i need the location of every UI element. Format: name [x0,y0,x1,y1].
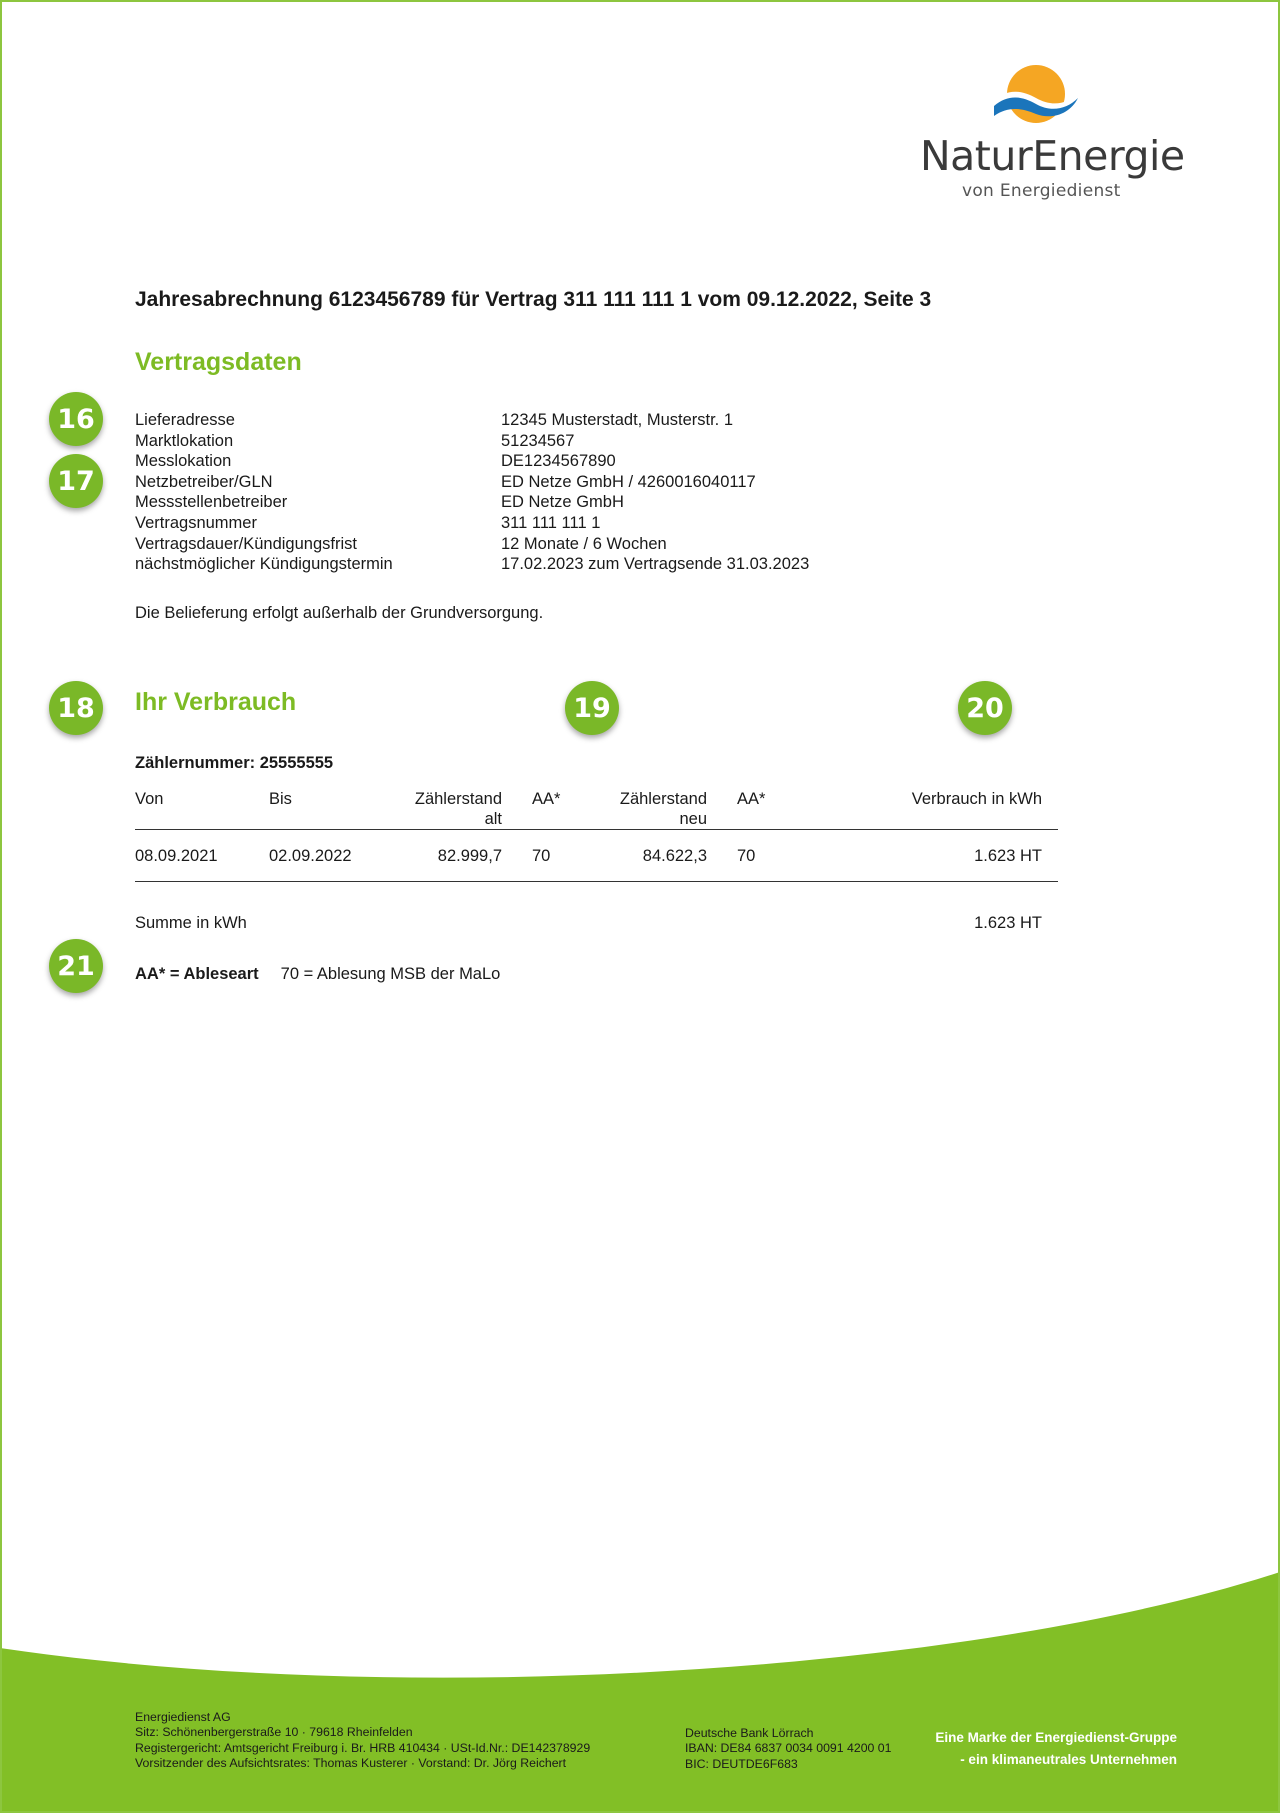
footer-company-line: Registergericht: Amtsgericht Freiburg i. Br. HRB 410434 · USt-Id.Nr.: DE142378929 [135,1740,591,1755]
contract-value: 51234567 [501,431,575,450]
footer-bank-line: IBAN: DE84 6837 0034 0091 4200 01 [685,1741,892,1756]
contract-label: Vertragsdauer/Kündigungsfrist [135,534,357,553]
contract-label: Messlokation [135,452,232,471]
contract-row [135,554,809,575]
cell-bis: 02.09.2022 [269,847,352,865]
header-bis: Bis [269,790,292,808]
header-old-1: Zählerstand [414,790,502,808]
cell-aa1: 70 [532,847,551,865]
contract-row [135,492,809,513]
legend-value: 70 = Ablesung MSB der MaLo [280,965,501,983]
contract-row [135,451,809,472]
header-aa1: AA* [532,790,561,808]
supply-note: Die Belieferung erfolgt außerhalb der Grundversorgung. [135,604,544,622]
contract-value: DE1234567890 [501,452,616,471]
footer-brand-line: - ein klimaneutrales Unternehmen [960,1752,1177,1767]
contract-row [135,431,809,452]
sun-wave-icon [992,64,1082,134]
footer-bank-line: BIC: DEUTDE6F683 [685,1756,798,1771]
contract-heading: Vertragsdaten [135,348,302,376]
marker-17: 17 [49,454,103,508]
footer-bank-line: Deutsche Bank Lörrach [685,1726,814,1740]
cell-new: 84.622,3 [642,847,707,865]
marker-16: 16 [49,392,103,446]
footer-wave [0,1560,1280,1813]
header-von: Von [135,790,164,808]
reading-type-legend [135,965,500,984]
marker-19: 19 [565,681,619,735]
contract-row [135,513,809,534]
logo-subtitle: von Energiedienst [962,181,1121,201]
marker-18: 18 [49,681,103,735]
contract-value: ED Netze GmbH [501,493,624,512]
legend-key: AA* = Ableseart [135,965,259,983]
company-logo [915,60,1185,210]
footer-company-line: Energiedienst AG [135,1710,231,1724]
footer-company-line: Sitz: Schönenbergerstraße 10 · 79618 Rheinfelden [135,1725,413,1740]
contract-table [135,410,809,575]
header-aa2: AA* [737,790,766,808]
cell-aa2: 70 [737,847,756,865]
consumption-heading: Ihr Verbrauch [135,688,297,716]
table-bottom-divider [135,881,1058,882]
footer-bank [685,1726,891,1772]
header-consumption: Verbrauch in kWh [911,790,1042,808]
contract-label: Netzbetreiber/GLN [135,472,273,491]
document-title: Jahresabrechnung 6123456789 für Vertrag 311 111 111 1 vom 09.12.2022, Seite 3 [135,288,932,311]
cell-old: 82.999,7 [437,847,502,865]
sum-value: 1.623 HT [974,914,1042,932]
header-new-1: Zählerstand [619,790,707,808]
cell-consumption: 1.623 HT [974,847,1042,865]
contract-label: Marktlokation [135,431,234,450]
header-new-2: neu [679,810,707,828]
header-old-2: alt [484,810,502,828]
contract-row [135,534,809,555]
logo-name: NaturEnergie [920,132,1185,180]
contract-row [135,410,809,431]
table-header-divider [135,829,1058,830]
meter-number: Zählernummer: 25555555 [135,754,334,772]
contract-value: 17.02.2023 zum Vertragsende 31.03.2023 [501,555,810,574]
cell-von: 08.09.2021 [135,847,218,865]
contract-value: 12 Monate / 6 Wochen [501,534,667,553]
contract-label: Vertragsnummer [135,513,257,532]
footer-brand [935,1727,1177,1771]
contract-value: ED Netze GmbH / 4260016040117 [501,472,756,491]
contract-value: 311 111 111 1 [501,513,601,532]
contract-label: Messstellenbetreiber [135,493,288,512]
sum-label: Summe in kWh [135,914,247,932]
contract-label: Lieferadresse [135,411,235,429]
marker-21: 21 [49,939,103,993]
footer-brand-line: Eine Marke der Energiedienst-Gruppe [935,1730,1177,1745]
contract-label: nächstmöglicher Kündigungstermin [135,555,393,574]
marker-20: 20 [958,681,1012,735]
footer-company-line: Vorsitzender des Aufsichtsrates: Thomas Kusterer · Vorstand: Dr. Jörg Reichert [135,1755,567,1770]
contract-row [135,472,809,493]
contract-value: 12345 Musterstadt, Musterstr. 1 [501,411,734,429]
footer-company [135,1710,590,1771]
